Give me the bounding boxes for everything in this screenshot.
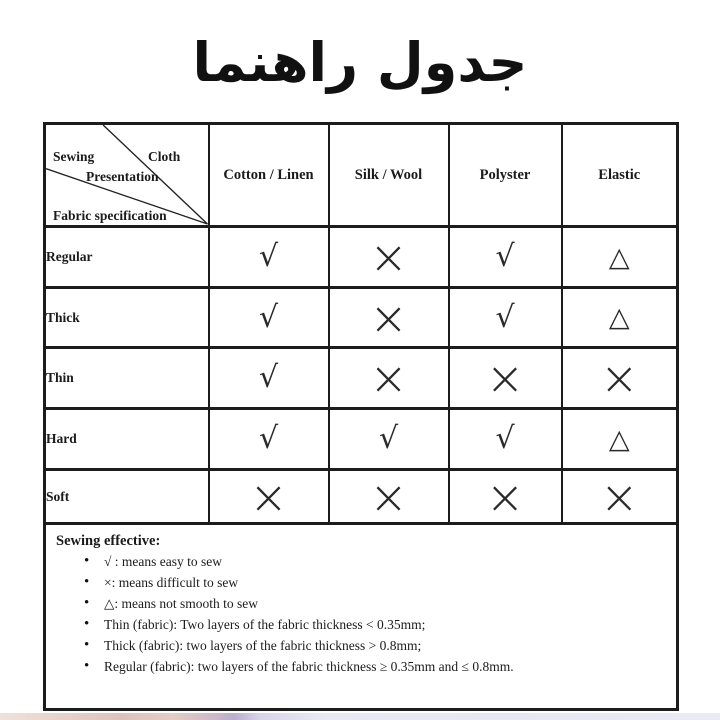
table-row-hard [45, 409, 678, 470]
check-symbol: √ [449, 409, 562, 470]
legend-item: • Regular (fabric): two layers of the fabric thickness ≥ 0.35mm and ≤ 0.8mm. [84, 659, 676, 674]
corner-label-cloth: Cloth [148, 149, 181, 164]
row-label: Thick [45, 288, 209, 348]
legend-item: • Thick (fabric): two layers of the fabric thickness > 0.8mm; [84, 638, 676, 653]
header-row [45, 124, 678, 227]
row-label: Soft [45, 470, 209, 524]
row-label: Regular [45, 227, 209, 288]
column-header-elastic: Elastic [562, 124, 678, 227]
legend-item: • △: means not smooth to sew [84, 596, 676, 611]
table-row-regular [45, 227, 678, 288]
cross-symbol: × [449, 348, 562, 409]
check-symbol: √ [209, 409, 329, 470]
page-title: جدول راهنما [192, 31, 528, 94]
check-symbol: √ [449, 227, 562, 288]
cross-symbol: × [329, 288, 449, 348]
cross-symbol: × [562, 470, 678, 524]
triangle-symbol: △ [562, 288, 678, 348]
column-header-silk-wool: Silk / Wool [329, 124, 449, 227]
cross-symbol: × [449, 470, 562, 524]
check-symbol: √ [209, 288, 329, 348]
check-symbol: √ [209, 348, 329, 409]
triangle-symbol: △ [562, 227, 678, 288]
fabric-guide-table [43, 122, 676, 711]
legend-item: • ×: means difficult to sew [84, 575, 676, 590]
bottom-photo-edge [0, 713, 720, 720]
corner-label-sewing: Sewing [53, 149, 95, 164]
corner-label-presentation: Presentation [86, 169, 159, 184]
triangle-symbol: △ [562, 409, 678, 470]
legend-item: • √ : means easy to sew [84, 554, 676, 569]
cross-symbol: × [329, 348, 449, 409]
table-row-soft [45, 470, 678, 524]
legend-item: • Thin (fabric): Two layers of the fabric thickness < 0.35mm; [84, 617, 676, 632]
check-symbol: √ [329, 409, 449, 470]
legend-row [45, 524, 678, 710]
fabric-table-body [45, 227, 678, 524]
column-header-polyster: Polyster [449, 124, 562, 227]
legend-list [46, 554, 676, 674]
row-label: Hard [45, 409, 209, 470]
cross-symbol: × [329, 470, 449, 524]
cross-symbol: × [209, 470, 329, 524]
row-label: Thin [45, 348, 209, 409]
corner-label-fabric-specification: Fabric specification [53, 208, 167, 223]
legend-cell [45, 524, 678, 710]
check-symbol: √ [449, 288, 562, 348]
sewing-fabric-matrix [43, 122, 679, 711]
corner-header-cell [45, 124, 209, 227]
cross-symbol: × [562, 348, 678, 409]
legend-heading: Sewing effective: [56, 533, 161, 549]
column-header-cotton-linen: Cotton / Linen [209, 124, 329, 227]
cross-symbol: × [329, 227, 449, 288]
table-row-thin [45, 348, 678, 409]
table-row-thick [45, 288, 678, 348]
check-symbol: √ [209, 227, 329, 288]
